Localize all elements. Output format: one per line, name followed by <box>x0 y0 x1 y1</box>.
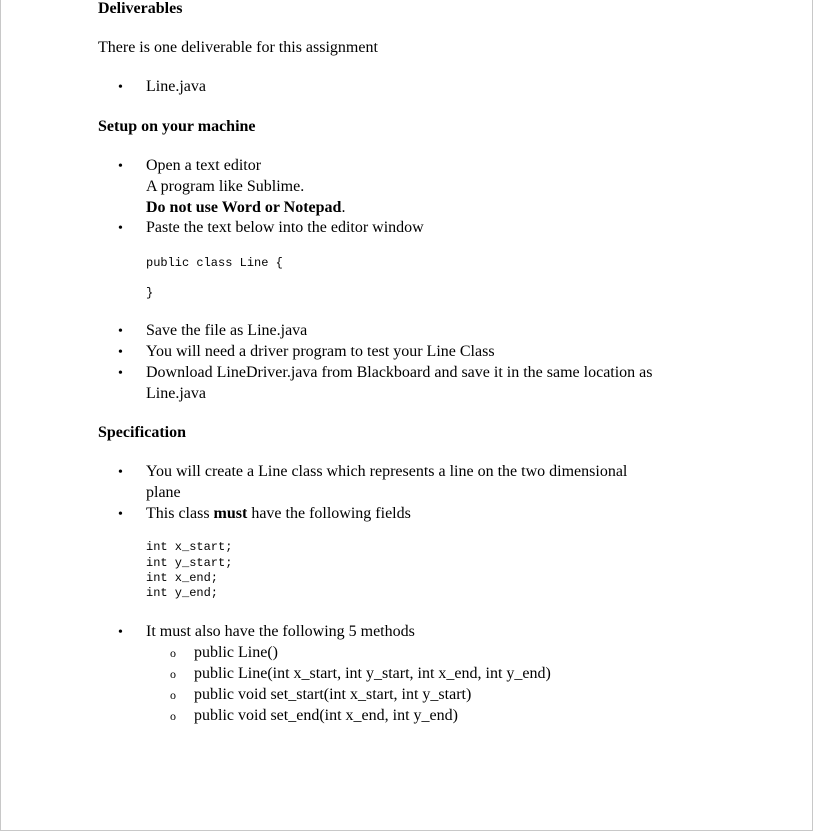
bullet-icon: • <box>118 221 123 236</box>
bullet-icon: • <box>118 159 123 174</box>
warning-text-1: Do not use <box>146 199 222 216</box>
method-item: public void set_end(int x_end, int y_end) <box>194 707 458 724</box>
setup-item-paste: Paste the text below into the editor window <box>146 219 424 236</box>
spec-item-line-class-cont: plane <box>146 484 181 501</box>
setup-item-driver: You will need a driver program to test your Line Class <box>146 343 495 360</box>
fields-text-pre: This class <box>146 505 214 522</box>
setup-item-warning <box>146 197 345 218</box>
circle-bullet-icon: o <box>170 646 176 660</box>
method-item: public void set_start(int x_start, int y_start) <box>194 686 472 703</box>
specification-heading: Specification <box>98 424 186 441</box>
setup-item-sublime: A program like Sublime. <box>146 178 305 195</box>
method-item: public Line() <box>194 644 278 661</box>
method-item: public Line(int x_start, int y_start, int x_end, int y_end) <box>194 665 551 682</box>
code-line: public class Line { <box>146 256 283 270</box>
code-line: } <box>146 286 154 300</box>
field-line: int y_start; <box>146 556 233 570</box>
deliverables-heading: Deliverables <box>98 0 183 17</box>
spec-item-methods: It must also have the following 5 methods <box>146 623 415 640</box>
circle-bullet-icon: o <box>170 709 176 723</box>
field-line: int x_start; <box>146 540 233 554</box>
bullet-icon: • <box>118 366 123 381</box>
deliverable-item: Line.java <box>146 78 206 95</box>
warning-text-period: . <box>341 199 346 216</box>
bullet-icon: • <box>118 345 123 360</box>
setup-heading: Setup on your machine <box>98 118 256 135</box>
setup-item-download-cont: Line.java <box>146 385 206 402</box>
bullet-icon: • <box>118 507 123 522</box>
spec-item-line-class: You will create a Line class which represents a line on the two dimensional <box>146 463 628 480</box>
setup-item-download: Download LineDriver.java from Blackboard and save it in the same location as <box>146 364 653 381</box>
fields-text-post: have the following fields <box>247 505 411 522</box>
circle-bullet-icon: o <box>170 688 176 702</box>
bullet-icon: • <box>118 465 123 480</box>
spec-item-fields <box>146 503 411 524</box>
bullet-icon: • <box>118 625 123 640</box>
field-line: int x_end; <box>146 571 219 585</box>
bullet-icon: • <box>118 324 123 339</box>
warning-text-or: or <box>260 199 284 216</box>
field-line: int y_end; <box>146 586 219 600</box>
fields-text-must: must <box>213 505 248 522</box>
deliverables-intro: There is one deliverable for this assignment <box>98 39 378 56</box>
bullet-icon: • <box>118 80 123 95</box>
setup-item-save: Save the file as Line.java <box>146 322 308 339</box>
setup-item-open-editor: Open a text editor <box>146 157 262 174</box>
warning-text-notepad: Notepad <box>283 199 342 216</box>
circle-bullet-icon: o <box>170 667 176 681</box>
warning-text-word: Word <box>221 199 261 216</box>
